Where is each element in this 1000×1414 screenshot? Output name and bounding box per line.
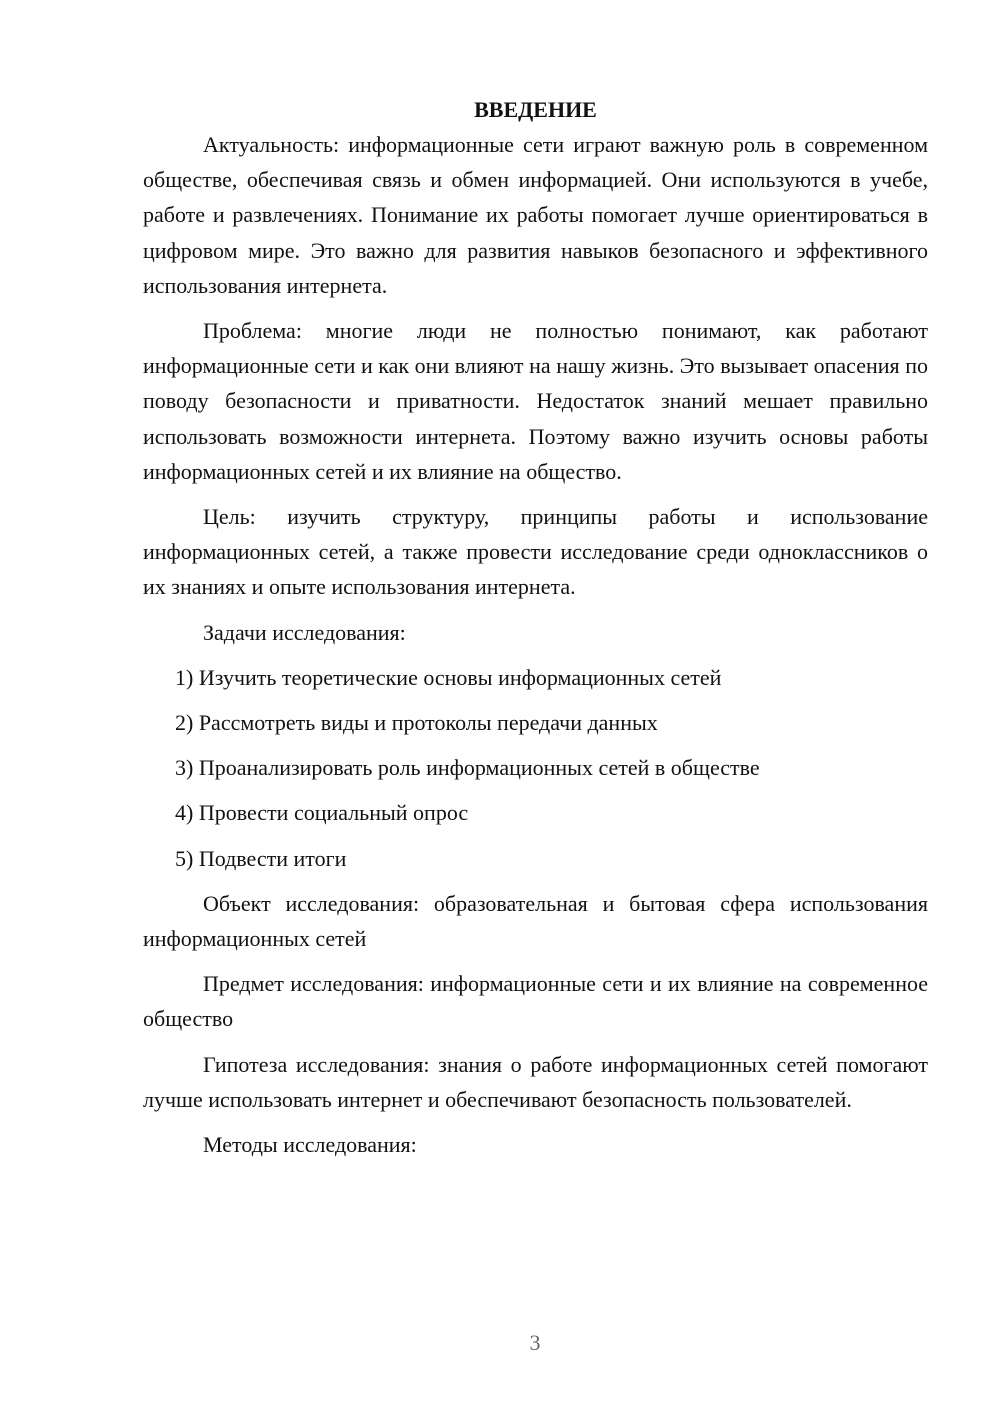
task-item: 4) Провести социальный опрос (175, 800, 469, 826)
goal-paragraph: Цель: изучить структуру, принципы работы и использование информационных сетей, а также провести исследование среди одноклассников о их знаниях и опыте использования интернета. (143, 504, 928, 600)
tasks-heading: Задачи исследования: (203, 619, 406, 645)
subject-paragraph: Предмет исследования: информационные сети и их влияние на современное общество (143, 971, 928, 1032)
task-item: 3) Проанализировать роль информационных сетей в обществе (175, 755, 760, 781)
section-title: ВВЕДЕНИЕ (474, 97, 597, 122)
task-item: 1) Изучить теоретические основы информационных сетей (175, 664, 722, 690)
page-content (143, 92, 928, 1172)
problem-paragraph: Проблема: многие люди не полностью понимают, как работают информационные сети и как они влияют на нашу жизнь. Это вызывает опасения по поводу безопасности и приватности. Недостаток знаний мешает правильно использовать возможности интернета. Поэтому важно изучить основы работы информационных сетей и их влияние на общество. (143, 318, 928, 484)
hypothesis-paragraph: Гипотеза исследования: знания о работе информационных сетей помогают лучше использовать интернет и обеспечивают безопасность пользователей. (143, 1051, 928, 1112)
methods-heading: Методы исследования: (203, 1132, 417, 1158)
task-item: 2) Рассмотреть виды и протоколы передачи данных (175, 710, 658, 736)
object-paragraph: Объект исследования: образовательная и бытовая сфера использования информационных сетей (143, 890, 928, 952)
page-number: 3 (529, 1330, 541, 1355)
tasks-list (143, 660, 928, 876)
task-item: 5) Подвести итоги (175, 845, 347, 871)
relevance-paragraph: Актуальность: информационные сети играют важную роль в современном обществе, обеспечивая связь и обмен информацией. Они используются в учебе, работе и развлечениях. Понимание их работы помогает лучше ориентироваться в цифровом мире. Это важно для развития навыков безопасного и эффективного использования интернета. (143, 132, 928, 298)
